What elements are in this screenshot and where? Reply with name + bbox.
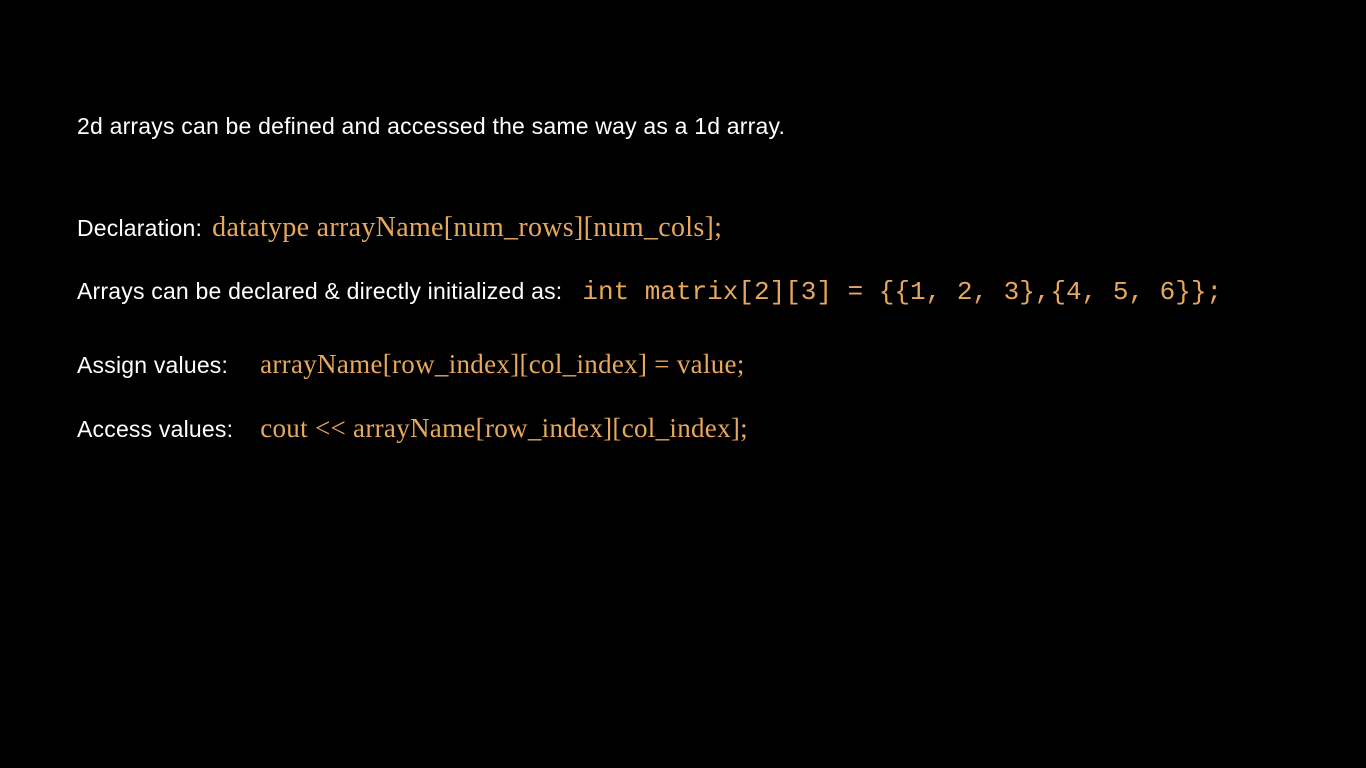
assign-values-label: Assign values: — [77, 352, 229, 378]
declaration-code: datatype arrayName[num_rows][num_cols]; — [212, 212, 723, 243]
assign-values-row — [77, 349, 745, 380]
access-values-row — [77, 413, 748, 444]
access-values-label: Access values: — [77, 416, 234, 442]
initialization-code: int matrix[2][3] = {{1, 2, 3},{4, 5, 6}}; — [582, 277, 1223, 307]
declaration-label: Declaration: — [77, 215, 203, 241]
assign-values-code: arrayName[row_index][col_index] = value; — [260, 349, 745, 379]
access-values-code: cout << arrayName[row_index][col_index]; — [260, 413, 748, 443]
initialization-label: Arrays can be declared & directly initialized as: — [77, 278, 563, 304]
intro-text: 2d arrays can be defined and accessed the same way as a 1d array. — [77, 113, 786, 139]
initialization-row — [77, 277, 1222, 307]
declaration-row — [77, 212, 722, 244]
